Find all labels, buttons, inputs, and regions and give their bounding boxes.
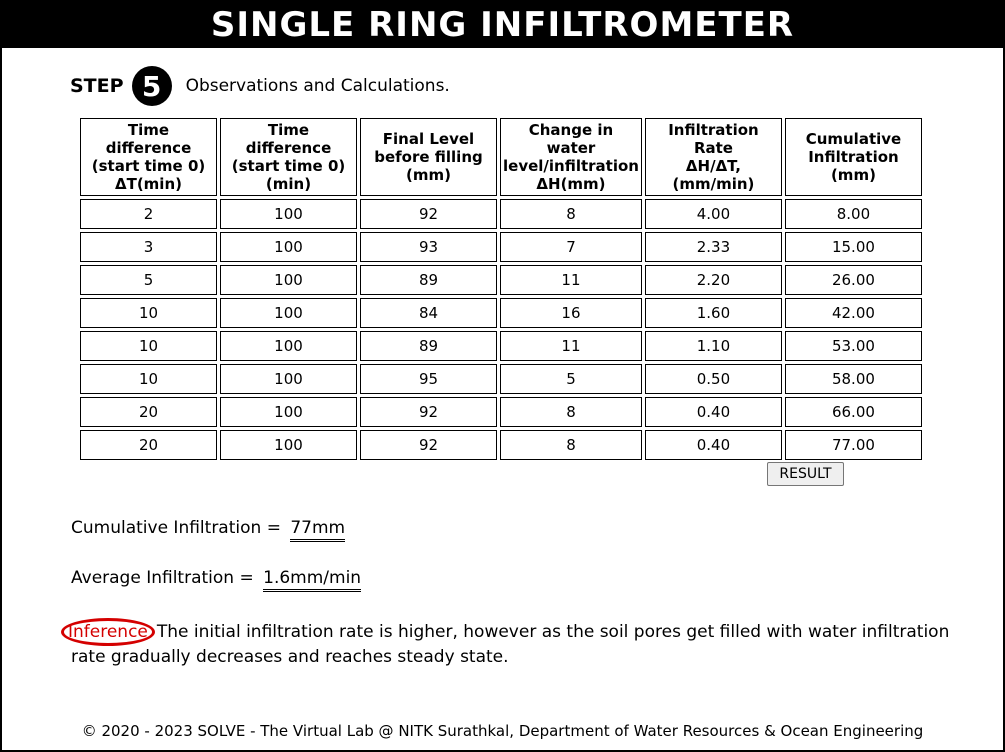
table-cell: 15.00 [785, 232, 922, 262]
table-cell: 100 [220, 298, 357, 328]
table-row [80, 199, 922, 229]
table-cell: 58.00 [785, 364, 922, 394]
column-header-line: (mm/min) [672, 175, 755, 193]
step-description: Observations and Calculations. [185, 76, 450, 96]
column-header [360, 118, 497, 196]
table-cell: 10 [80, 298, 217, 328]
table-cell: 26.00 [785, 265, 922, 295]
column-header-line: Time difference [105, 121, 192, 157]
column-header-line: Final Level [382, 130, 475, 148]
observations-table [77, 115, 925, 463]
table-cell: 53.00 [785, 331, 922, 361]
column-header-line: (start time 0) [91, 157, 206, 175]
table-cell: 10 [80, 364, 217, 394]
column-header-line: water [546, 139, 596, 157]
table-cell: 0.40 [645, 430, 782, 460]
column-header-line: (mm) [406, 166, 451, 184]
average-value: 1.6mm/min [263, 568, 361, 592]
table-cell: 20 [80, 397, 217, 427]
table-cell: 100 [220, 199, 357, 229]
table-cell: 95 [360, 364, 497, 394]
table-row [80, 298, 922, 328]
table-cell: 10 [80, 331, 217, 361]
column-header [785, 118, 922, 196]
table-cell: 92 [360, 430, 497, 460]
table-cell: 1.60 [645, 298, 782, 328]
inference-tag: Inference [61, 618, 155, 646]
step-header [70, 66, 450, 106]
table-cell: 8 [500, 199, 642, 229]
average-label: Average Infiltration = [71, 568, 254, 588]
table-cell: 0.40 [645, 397, 782, 427]
column-header-line: before filling [374, 148, 483, 166]
column-header [500, 118, 642, 196]
table-cell: 100 [220, 397, 357, 427]
table-cell: 2.33 [645, 232, 782, 262]
average-infiltration-line [71, 568, 361, 592]
table-cell: 93 [360, 232, 497, 262]
table-cell: 2.20 [645, 265, 782, 295]
table-cell: 3 [80, 232, 217, 262]
column-header [80, 118, 217, 196]
table-cell: 11 [500, 265, 642, 295]
table-cell: 100 [220, 232, 357, 262]
table-cell: 5 [80, 265, 217, 295]
column-header-line: (mm) [830, 166, 876, 184]
table-row [80, 232, 922, 262]
table-row [80, 430, 922, 460]
table-cell: 2 [80, 199, 217, 229]
column-header-line: ΔH(mm) [536, 175, 606, 193]
table-cell: 89 [360, 265, 497, 295]
column-header-line: (min) [265, 175, 312, 193]
table-row [80, 265, 922, 295]
table-cell: 92 [360, 199, 497, 229]
inference-text: The initial infiltration rate is higher, however as the soil pores get filled with water infiltration rate gradually decreases and reaches steady state. [71, 622, 950, 667]
cumulative-value: 77mm [290, 518, 345, 542]
table-cell: 84 [360, 298, 497, 328]
table-cell: 16 [500, 298, 642, 328]
page-title: SINGLE RING INFILTROMETER [2, 2, 1003, 48]
table-cell: 89 [360, 331, 497, 361]
table-cell: 100 [220, 265, 357, 295]
table-cell: 77.00 [785, 430, 922, 460]
table-cell: 1.10 [645, 331, 782, 361]
column-header-line: level/infiltration [503, 157, 639, 175]
table-row [80, 364, 922, 394]
cumulative-label: Cumulative Infiltration = [71, 518, 281, 538]
table-row [80, 331, 922, 361]
table-cell: 100 [220, 430, 357, 460]
table-body [80, 199, 922, 460]
table-cell: 8 [500, 430, 642, 460]
column-header-line: Cumulative [805, 130, 902, 148]
column-header-line: Infiltration Rate [668, 121, 759, 157]
footer: © 2020 - 2023 SOLVE - The Virtual Lab @ NITK Surathkal, Department of Water Resources & Ocean Engineering [81, 722, 924, 740]
column-header-line: ΔH/ΔT, [685, 157, 741, 175]
column-header-line: Time difference [245, 121, 332, 157]
column-header-line: (start time 0) [231, 157, 346, 175]
table-cell: 11 [500, 331, 642, 361]
table-cell: 100 [220, 364, 357, 394]
table-cell: 4.00 [645, 199, 782, 229]
cumulative-infiltration-line [71, 518, 345, 542]
inference-paragraph [68, 618, 983, 668]
column-header [645, 118, 782, 196]
step-label: STEP [70, 75, 124, 97]
table-header-row [80, 118, 922, 196]
table-cell: 92 [360, 397, 497, 427]
column-header [220, 118, 357, 196]
table-cell: 100 [220, 331, 357, 361]
table-cell: 8.00 [785, 199, 922, 229]
table-cell: 20 [80, 430, 217, 460]
column-header-line: Change in [528, 121, 614, 139]
table-cell: 7 [500, 232, 642, 262]
table-cell: 42.00 [785, 298, 922, 328]
table-row [80, 397, 922, 427]
table-cell: 5 [500, 364, 642, 394]
table-cell: 0.50 [645, 364, 782, 394]
table-cell: 8 [500, 397, 642, 427]
step-number-badge: 5 [132, 66, 172, 106]
table-cell: 66.00 [785, 397, 922, 427]
result-button[interactable]: RESULT [767, 462, 844, 486]
column-header-line: Infiltration [808, 148, 899, 166]
column-header-line: ΔT(min) [114, 175, 182, 193]
